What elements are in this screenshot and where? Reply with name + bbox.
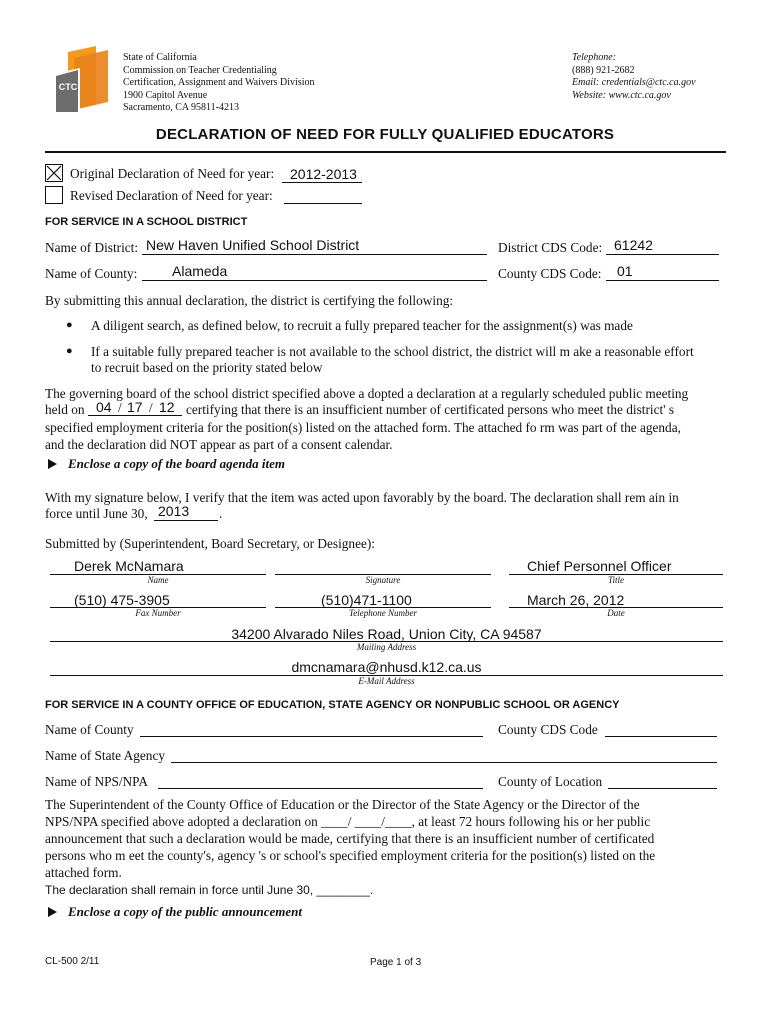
force-year-line xyxy=(154,520,218,521)
ctc-logo-icon xyxy=(50,44,114,116)
agency-line: State of California xyxy=(123,52,197,63)
agency-address xyxy=(123,52,314,115)
county-label: Name of County: xyxy=(45,266,138,281)
logo-text: CTC xyxy=(58,82,78,92)
district-line xyxy=(142,254,487,255)
address-caption: Mailing Address xyxy=(356,642,417,652)
coe-county-cds-label: County CDS Code xyxy=(498,722,598,737)
verify-statement-line-1: With my signature below, I verify that the item was acted upon favorably by the board. The declaration shall rem ain in xyxy=(45,490,679,505)
email-value[interactable]: dmcnamara@nhusd.k12.ca.us xyxy=(291,659,482,675)
page-number: Page 1 of 3 xyxy=(370,957,422,968)
contact-line: Email: credentials@ctc.ca.gov xyxy=(572,77,696,89)
agency-line: 1900 Capitol Avenue xyxy=(123,89,208,101)
original-label: Original Declaration of Need for year: xyxy=(70,166,275,181)
governing-board-line-2: certifying that there is an insufficient number of certificated persons who meet the district' s xyxy=(186,402,675,417)
bullet-reasonable-effort-1: If a suitable fully prepared teacher is not available to the school district, the district will m ake a reasonable effort xyxy=(91,344,694,359)
triangle-bullet-icon xyxy=(48,907,57,917)
date-caption: Date xyxy=(607,608,625,618)
contact-line: Telephone: xyxy=(572,52,617,63)
county-section-heading: FOR SERVICE IN A COUNTY OFFICE OF EDUCATION, STATE AGENCY OR NONPUBLIC SCHOOL OR AGENCY xyxy=(45,699,620,711)
fax-value[interactable]: (510) 475-3905 xyxy=(74,592,170,608)
phone-value[interactable]: (510)471-1100 xyxy=(321,592,412,608)
certifying-intro: By submitting this annual declaration, the district is certifying the following: xyxy=(45,293,454,308)
original-year-value[interactable]: 2012-2013 xyxy=(290,166,357,182)
meeting-day[interactable]: 17 xyxy=(127,399,143,415)
county-paragraph-line-2: NPS/NPA specified above adopted a declaration on ____/ ____/____, at least 72 hours following his or her public xyxy=(45,814,651,829)
date-slash: / xyxy=(118,400,122,415)
governing-board-line-4: and the declaration did NOT appear as part of a consent calendar. xyxy=(45,437,393,452)
governing-board-line-3: specified employment criteria for the position(s) listed on the attached form. The attached fo rm was part of the agenda, xyxy=(45,420,681,435)
district-value[interactable]: New Haven Unified School District xyxy=(146,237,360,253)
coe-county-line[interactable] xyxy=(140,736,483,737)
revised-label: Revised Declaration of Need for year: xyxy=(70,188,273,203)
bullet-diligent-search: A diligent search, as defined below, to recruit a fully prepared teacher for the assignment(s) was made xyxy=(91,318,633,333)
verify-statement-line-2: force until June 30, xyxy=(45,506,148,521)
county-location-label: County of Location xyxy=(498,774,603,789)
district-cds-value[interactable]: 61242 xyxy=(614,237,653,253)
county-paragraph-line-4: persons who m eet the county's, agency 's or school's specified employment criteria for the position(s) listed on the xyxy=(45,848,656,863)
county-paragraph-line-1: The Superintendent of the County Office of Education or the Director of the State Agency or the Director of the xyxy=(45,797,640,812)
county-cds-value[interactable]: 01 xyxy=(617,263,633,279)
state-agency-label: Name of State Agency xyxy=(45,748,166,763)
district-section-heading: FOR SERVICE IN A SCHOOL DISTRICT xyxy=(45,216,248,228)
meeting-year[interactable]: 12 xyxy=(159,399,175,415)
x-mark-icon xyxy=(45,164,63,182)
agency-line: Commission on Teacher Credentialing xyxy=(123,64,277,76)
county-cds-label: County CDS Code: xyxy=(498,266,602,281)
meeting-month[interactable]: 04 xyxy=(96,399,112,415)
state-agency-line[interactable] xyxy=(171,762,717,763)
email-caption: E-Mail Address xyxy=(358,676,415,686)
fax-caption: Fax Number xyxy=(135,608,181,618)
revised-year-line[interactable] xyxy=(284,203,362,204)
bullet-icon: ● xyxy=(66,319,73,331)
contact-line: (888) 921-2682 xyxy=(572,64,635,76)
county-cds-line xyxy=(606,280,719,281)
agency-line: Certification, Assignment and Waivers Division xyxy=(123,77,315,89)
signature-caption: Signature xyxy=(365,575,401,585)
nps-line[interactable] xyxy=(158,788,483,789)
district-label: Name of District: xyxy=(45,240,139,255)
submitted-by-label: Submitted by (Superintendent, Board Secretary, or Designee): xyxy=(45,536,375,551)
coe-county-cds-line[interactable] xyxy=(605,736,717,737)
enclose-announcement-note: Enclose a copy of the public announcement xyxy=(68,904,302,919)
title-rule xyxy=(45,151,726,153)
county-remain-statement: The declaration shall remain in force until June 30, ________. xyxy=(45,883,374,897)
bullet-icon: ● xyxy=(66,345,73,357)
original-checkbox[interactable] xyxy=(45,164,63,182)
contact-line: Website: www.ctc.ca.gov xyxy=(572,89,671,101)
date-value[interactable]: March 26, 2012 xyxy=(527,592,625,608)
phone-caption: Telephone Number xyxy=(349,608,417,618)
bullet-reasonable-effort-2: to recruit based on the priority stated below xyxy=(91,360,323,375)
force-until-year[interactable]: 2013 xyxy=(158,503,190,519)
triangle-bullet-icon xyxy=(48,459,57,469)
address-value[interactable]: 34200 Alvarado Niles Road, Union City, CA 94587 xyxy=(231,626,542,642)
title-value[interactable]: Chief Personnel Officer xyxy=(527,558,672,574)
form-id: CL-500 2/11 xyxy=(45,956,100,967)
name-value[interactable]: Derek McNamara xyxy=(74,558,184,574)
date-slash: / xyxy=(149,400,153,415)
original-year-line xyxy=(282,182,362,183)
held-on-label: held on xyxy=(45,402,85,417)
ctc-logo xyxy=(50,44,114,116)
county-paragraph-line-5: attached form. xyxy=(45,865,122,880)
agency-line: Sacramento, CA 95811-4213 xyxy=(123,102,240,114)
page-title: DECLARATION OF NEED FOR FULLY QUALIFIED EDUCATORS xyxy=(155,126,615,143)
nps-label: Name of NPS/NPA xyxy=(45,774,148,789)
district-cds-line xyxy=(606,254,719,255)
district-cds-label: District CDS Code: xyxy=(498,240,603,255)
coe-county-label: Name of County xyxy=(45,722,134,737)
period: . xyxy=(219,506,223,521)
name-caption: Name xyxy=(147,575,169,585)
county-line xyxy=(142,280,487,281)
governing-board-line-1: The governing board of the school district specified above a dopted a declaration at a regularly scheduled public meeting xyxy=(45,386,689,401)
county-location-line[interactable] xyxy=(608,788,717,789)
county-value[interactable]: Alameda xyxy=(172,263,228,279)
agency-contact xyxy=(572,52,696,102)
title-caption: Title xyxy=(607,575,624,585)
meeting-date-line xyxy=(88,415,182,416)
county-paragraph-line-3: announcement that such a declaration would be made, certifying that there is an insufficient number of certificated xyxy=(45,831,655,846)
enclose-agenda-note: Enclose a copy of the board agenda item xyxy=(68,456,286,471)
revised-checkbox[interactable] xyxy=(45,186,63,204)
